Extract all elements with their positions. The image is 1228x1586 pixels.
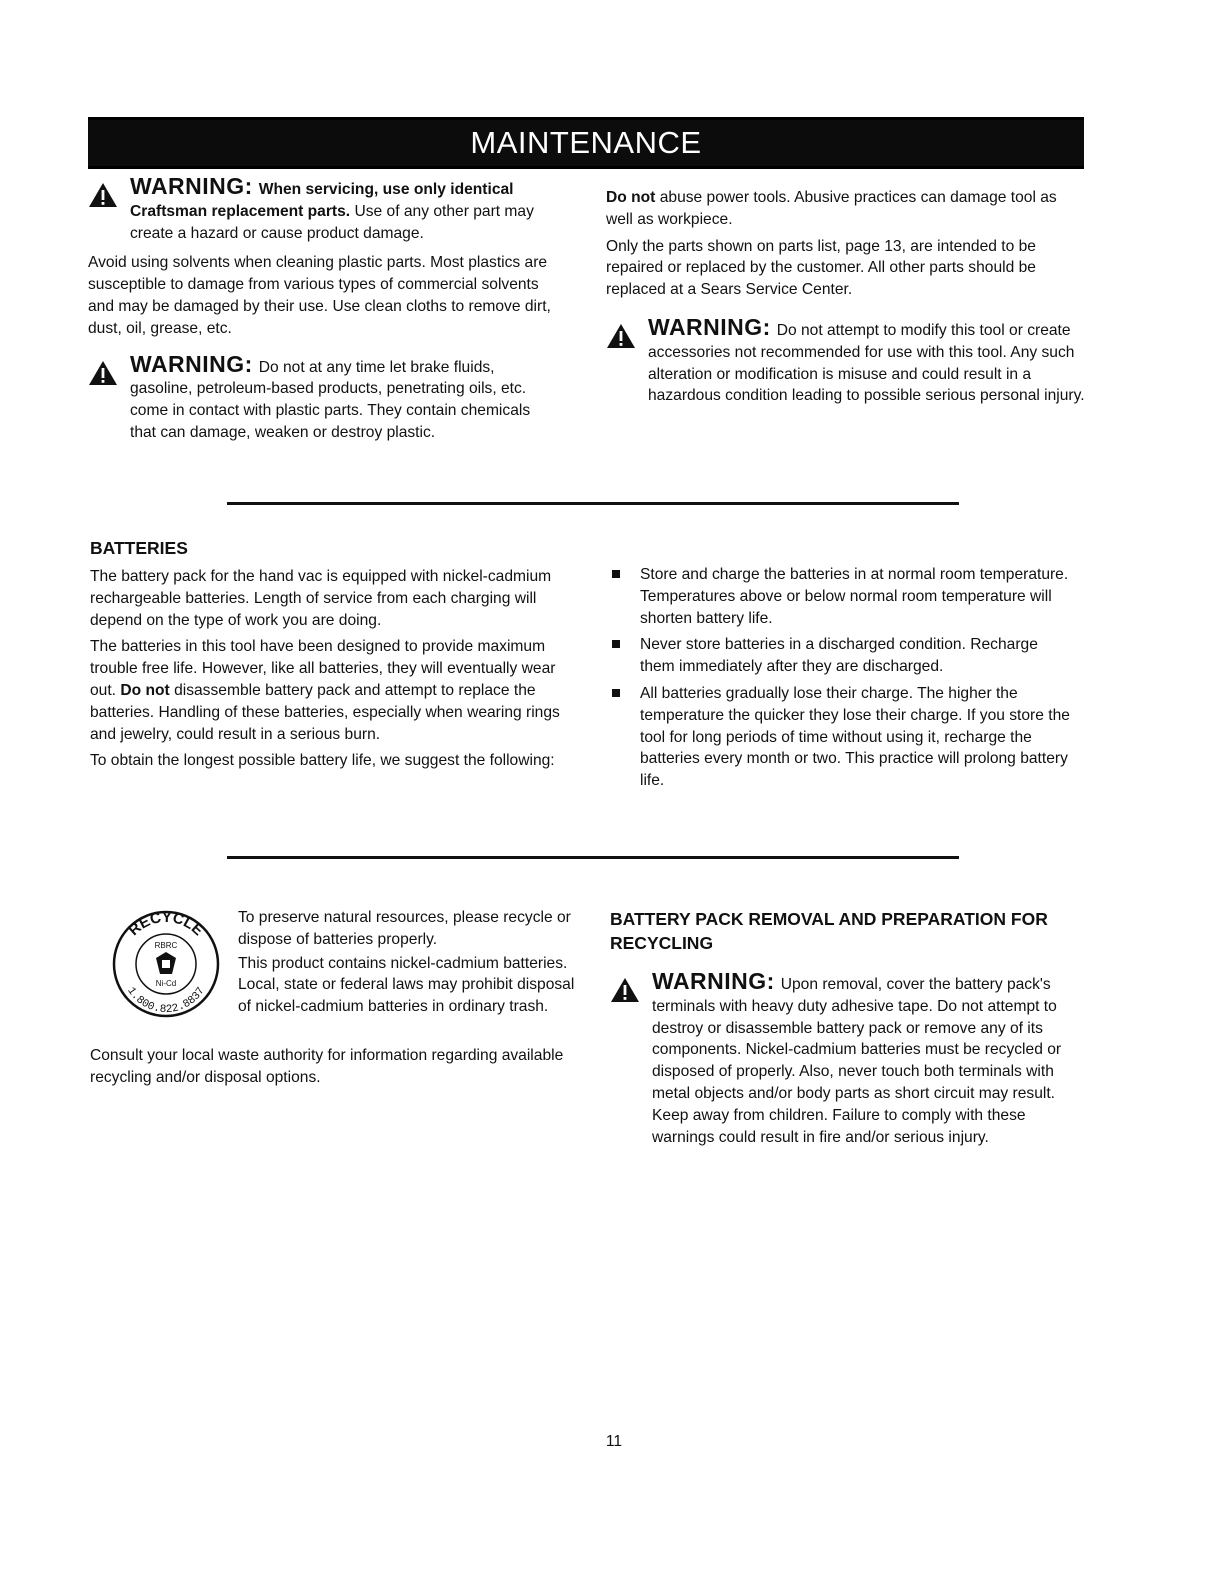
- warning-triangle-icon: [610, 977, 640, 1003]
- bullet-icon: [612, 570, 620, 578]
- removal-heading: BATTERY PACK REMOVAL AND PREPARATION FOR RECYCLING: [610, 909, 1048, 953]
- abuse-paragraph: [606, 187, 1086, 231]
- warning-block-1: WARNING: When servicing, use only identical Craftsman replacement parts. Use of any other part may create a hazard or cause product damage.: [88, 176, 558, 244]
- warning-triangle-icon: [88, 360, 118, 386]
- warning-emphasis: When servicing, use only identical Craftsman replacement parts.: [130, 181, 514, 220]
- recycling-intro: To preserve natural resources, please recycle or dispose of batteries properly.: [238, 909, 571, 948]
- warning-block-4: WARNING: Upon removal, cover the battery pack's terminals with heavy duty adhesive tape. Do not attempt to destroy or disassemble battery pack or remove any of its components. Nickel-cadmium batteries must be recycled or disposed of properly. Also, never touch both terminals with metal objects and/or body parts as short circuit may result. Keep away from children. Failure to comply with these warnings could result in fire and/or serious injury.: [610, 971, 1086, 1148]
- svg-text:Ni-Cd: Ni-Cd: [155, 979, 177, 988]
- batteries-paragraph-1: The battery pack for the hand vac is equipped with nickel-cadmium rechargeable batteries. Length of service from each charging will depend on the type of work you are doing.: [90, 568, 552, 629]
- tip-text: Store and charge the batteries in at normal room temperature. Temperatures above or below normal room temperature will shorten battery life.: [640, 566, 1069, 627]
- recycling-consult: Consult your local waste authority for information regarding available recycling and/or disposal options.: [90, 1047, 564, 1086]
- batteries-emphasis: Do not: [120, 681, 170, 699]
- warning-label: WARNING: [652, 968, 767, 994]
- page-title: MAINTENANCE: [470, 125, 702, 160]
- removal-column: [610, 907, 1086, 1148]
- abuse-text: abuse power tools. Abusive practices can damage tool as well as workpiece.: [606, 189, 1057, 228]
- svg-text:RECYCLE: RECYCLE: [125, 908, 207, 940]
- svg-text:RBRC: RBRC: [154, 941, 178, 950]
- battery-tips-list: [606, 564, 1076, 792]
- section-divider: [227, 856, 959, 859]
- batteries-heading: BATTERIES: [90, 538, 188, 558]
- list-item: [606, 683, 1076, 792]
- left-top-column: [88, 173, 558, 444]
- warning-text: Do not at any time let brake fluids, gasoline, petroleum-based products, penetrating oils, etc. come in contact with plastic parts. They contain chemicals that can damage, weaken or destroy plastic.: [130, 358, 531, 441]
- section-divider: [227, 502, 959, 505]
- batteries-paragraph-2b: disassemble battery pack and attempt to replace the batteries. Handling of these batteries, especially when wearing rings and jewelry, could result in a serious burn.: [90, 681, 560, 743]
- warning-text: Use of any other part may create a hazard or cause product damage.: [130, 202, 534, 242]
- warning-label: WARNING: [130, 173, 245, 199]
- tip-text: Never store batteries in a discharged condition. Recharge them immediately after they are discharged.: [640, 636, 1038, 676]
- parts-paragraph: Only the parts shown on parts list, page 13, are intended to be repaired or replaced by the customer. All other parts should be replaced at a Sears Service Center.: [606, 237, 1036, 299]
- section-banner: [88, 117, 1084, 169]
- recycling-product-info: This product contains nickel-cadmium batteries. Local, state or federal laws may prohibit disposal of nickel-cadmium batteries in ordinary trash.: [238, 954, 575, 1016]
- batteries-paragraph-2a: The batteries in this tool have been designed to provide maximum trouble free life. However, like all batteries, they will eventually wear out.: [90, 638, 556, 699]
- warning-label: WARNING: [648, 313, 763, 340]
- solvents-paragraph: Avoid using solvents when cleaning plastic parts. Most plastics are susceptible to damage from various types of commercial solvents and may be damaged by their use. Use clean cloths to remove dirt, dust, oil, grease, etc.: [88, 254, 551, 337]
- batteries-paragraph-3: To obtain the longest possible battery life, we suggest the following:: [90, 752, 555, 770]
- abuse-emphasis: Do not: [606, 189, 656, 206]
- batteries-tips-column: [606, 564, 1076, 797]
- recycling-text-block: [238, 907, 578, 1023]
- page-number: 11: [605, 1433, 623, 1450]
- warning-label: WARNING: [130, 350, 245, 377]
- list-item: [606, 564, 1076, 629]
- tip-text: All batteries gradually lose their charge. The higher the temperature the quicker they lose their charge. If you store the tool for long periods of time without using it, recharge the batteries every month or two. This practice will prolong battery life.: [640, 684, 1070, 790]
- bullet-icon: [612, 640, 620, 648]
- batteries-left-column: [90, 536, 580, 777]
- warning-triangle-icon: [606, 323, 636, 349]
- warning-block-2: WARNING: Do not at any time let brake fluids, gasoline, petroleum-based products, penetrating oils, etc. come in contact with plastic parts. They contain chemicals that can damage, weaken or destroy plastic.: [88, 354, 558, 444]
- right-top-column: [606, 187, 1086, 407]
- batteries-paragraph-2: [90, 636, 580, 745]
- svg-text:1.800.822.8837: 1.800.822.8837: [124, 985, 208, 1017]
- warning-text: Upon removal, cover the battery pack's terminals with heavy duty adhesive tape. Do not attempt to destroy or disassemble battery pack or remove any of its components. Nickel-cadmium batteries must be recycled or disposed of properly. Also, never touch both terminals with metal objects and/or body parts as short circuit may result. Keep away from children. Failure to comply with these warnings could result in fire and/or serious injury.: [652, 976, 1062, 1146]
- recycling-consult-block: [90, 1045, 580, 1094]
- bullet-icon: [612, 689, 620, 697]
- recycle-seal-icon: [110, 908, 222, 1020]
- warning-text: Do not attempt to modify this tool or create accessories not recommended for use with this tool. Any such alteration or modification is misuse and could result in a hazardous condition leading to possible serious personal injury.: [648, 321, 1085, 405]
- warning-triangle-icon: [88, 182, 118, 208]
- warning-block-3: WARNING: Do not attempt to modify this tool or create accessories not recommended for use with this tool. Any such alteration or modification is misuse and could result in a hazardous condition leading to possible serious personal injury.: [606, 317, 1086, 407]
- list-item: [606, 634, 1076, 678]
